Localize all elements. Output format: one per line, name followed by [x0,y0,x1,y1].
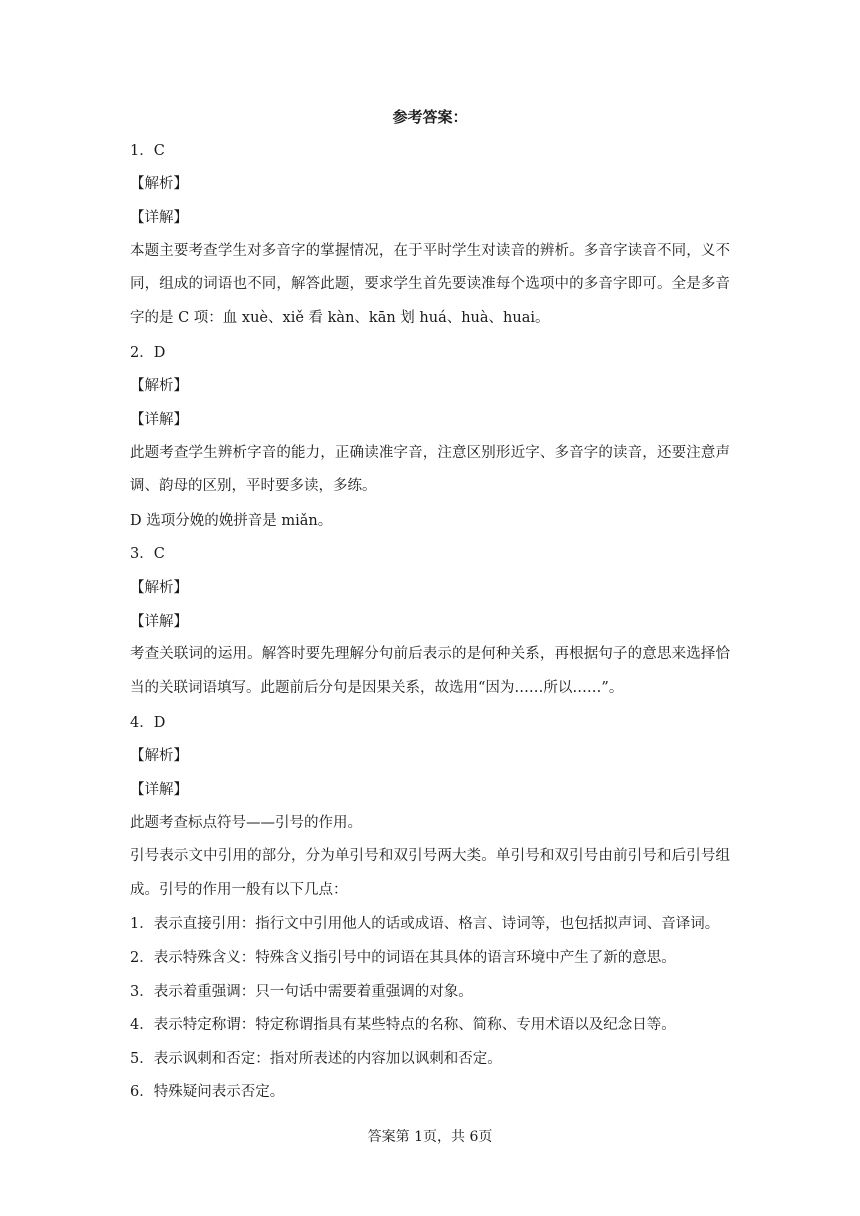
answer-line: 5．表示讽刺和否定：指对所表述的内容加以讽刺和否定。 [130,1050,502,1067]
answer-line: 此题考查标点符号——引号的作用。 [130,815,362,832]
answer-line: 【详解】 [130,613,188,630]
answer-paragraph: 考查关联词的运用。解答时要先理解分句前后表示的是何种关系，再根据句子的意思来选择恰当的关联词语填写。此题前后分句是因果关系，故选用“因为……所以……”。 [130,646,730,697]
answer-line: 【详解】 [130,209,188,226]
answer-paragraph: 引号表示文中引用的部分，分为单引号和双引号两大类。单引号和双引号由前引号和后引号组成。引号的作用一般有以下几点： [130,848,730,898]
answer-paragraph: 本题主要考查学生对多音字的掌握情况，在于平时学生对读音的辨析。多音字读音不同，义不同，组成的词语也不同，解答此题，要求学生首先要读准每个选项中的多音字即可。全是多音字的是 C 项：血 xuè、xiě 看 kàn、kān 划 huá、huà、huai。 [130,242,730,327]
answer-paragraph: 此题考查学生辨析字音的能力，正确读准字音，注意区别形近字、多音字的读音，还要注意声调、韵母的区别，平时要多读，多练。 [130,444,730,495]
page-footer: 答案第 1页，共 6页 [367,1129,493,1145]
answer-line: 1．表示直接引用：指行文中引用他人的话或成语、格言、诗词等，也包括拟声词、音译词。 [130,916,720,933]
answer-line: 4．表示特定称谓：特定称谓指具有某些特点的名称、简称、专用术语以及纪念日等。 [130,1017,676,1034]
answer-line: 1．C [130,142,165,159]
answer-line: 【解析】 [130,176,188,193]
answer-line: D 选项分娩的娩拼音是 miǎn。 [130,512,333,529]
page-title: 参考答案： [392,108,468,126]
answer-line: 【详解】 [130,411,188,428]
answer-line: 【解析】 [130,580,188,597]
answer-line: 6．特殊疑问表示否定。 [130,1084,285,1101]
answer-line: 【解析】 [130,378,188,395]
answer-line: 2．D [130,344,166,361]
answer-content [130,134,730,1109]
answer-line: 【解析】 [130,748,188,765]
answer-line: 3．表示着重强调：只一句话中需要着重强调的对象。 [130,983,473,1000]
answer-line: 【详解】 [130,781,188,798]
answer-line: 4．D [130,714,166,731]
answer-line: 3．C [130,546,165,563]
answer-line: 2．表示特殊含义：特殊含义指引号中的词语在其具体的语言环境中产生了新的意思。 [130,950,676,967]
